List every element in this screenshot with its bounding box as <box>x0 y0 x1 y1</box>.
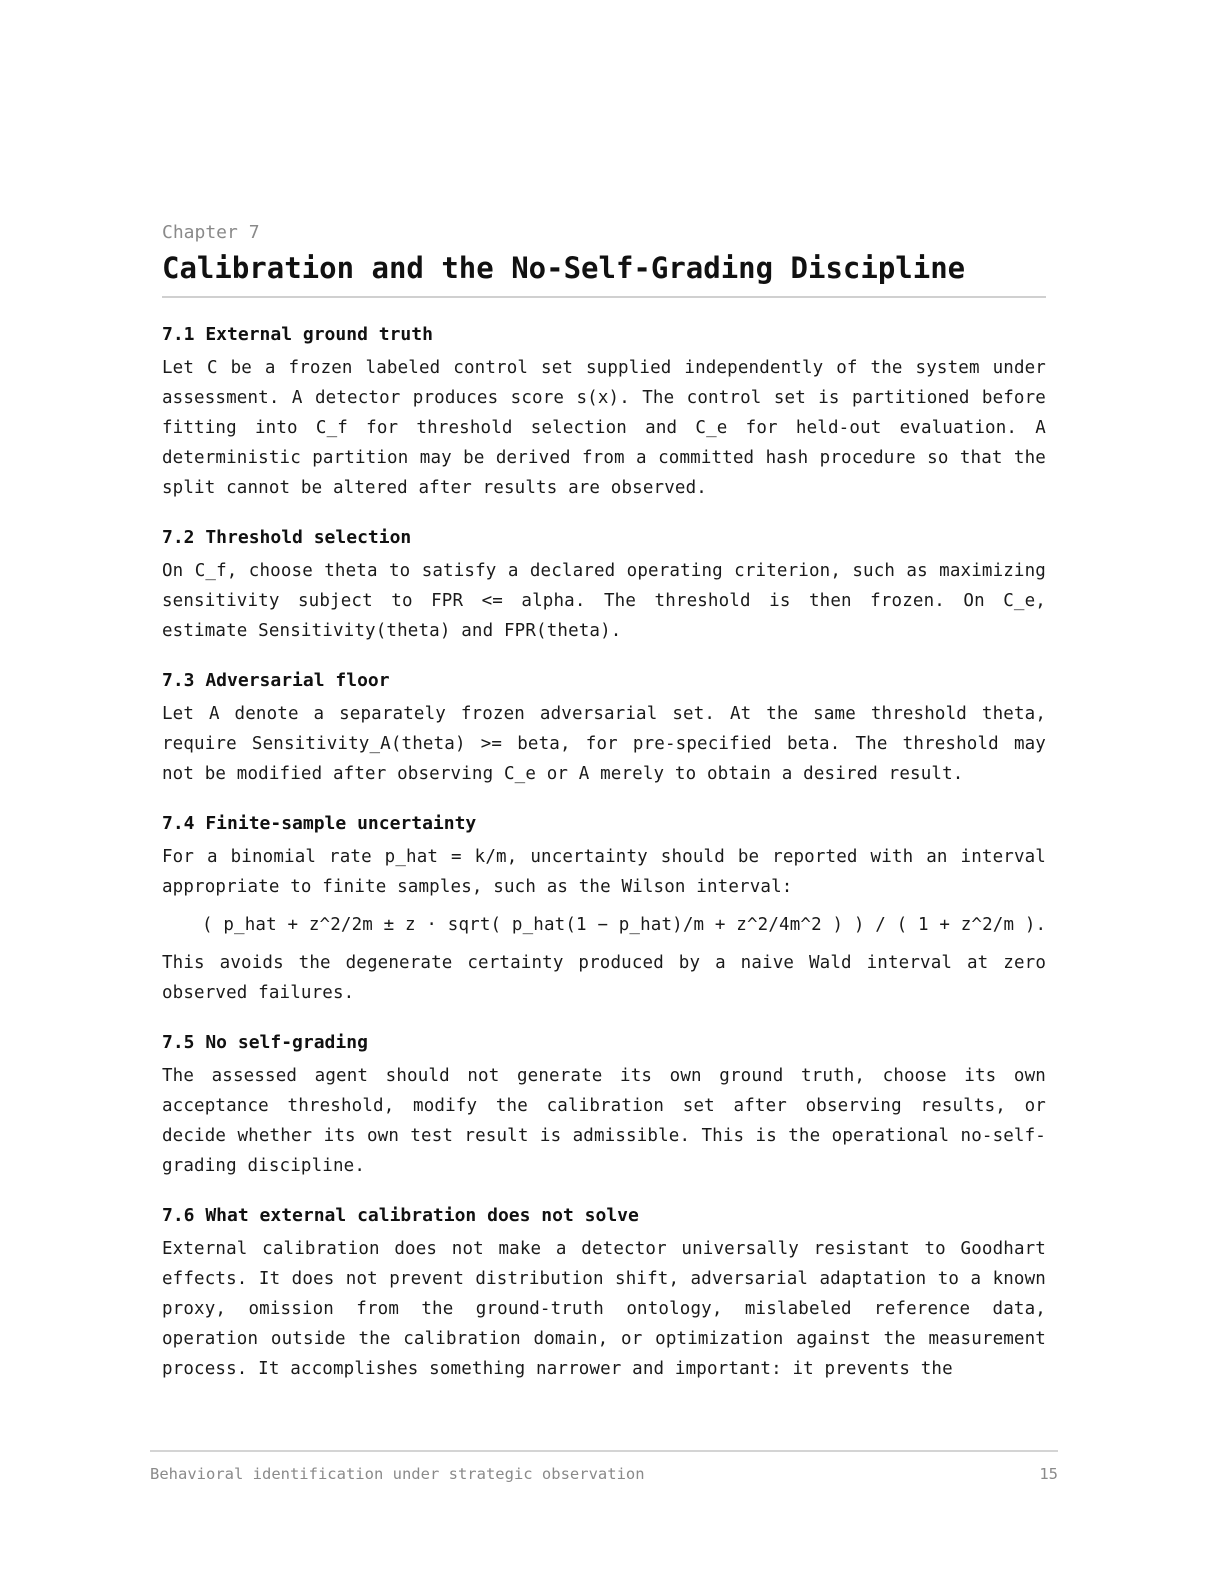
chapter-label: Chapter 7 <box>162 222 260 243</box>
paragraph: Let C be a frozen labeled control set supplied independently of the system under assessment. A detector produces score s(x). The control set is partitioned before fitting into C_f for threshold selection and C_e for held-out evaluation. A deterministic partition may be derived from a committed hash procedure so that the split cannot be altered after results are observed. <box>162 358 1046 498</box>
paragraph: External calibration does not make a detector universally resistant to Goodhart effects. It does not prevent distribution shift, adversarial adaptation to a known proxy, omission from the ground-truth ontology, mislabeled reference data, operation outside the calibration domain, or optimization against the measurement process. It accomplishes something narrower and important: it prevents the <box>162 1239 1046 1379</box>
paragraph: Let A denote a separately frozen adversarial set. At the same threshold theta, require Sensitivity_A(theta) >= beta, for pre-specified beta. The threshold may not be modified after observing C_e or A merely to obtain a desired result. <box>162 704 1046 784</box>
section-heading: 7.2 Threshold selection <box>162 527 412 548</box>
section-heading: 7.3 Adversarial floor <box>162 670 390 691</box>
section-heading: 7.4 Finite-sample uncertainty <box>162 813 477 834</box>
section-heading: 7.6 What external calibration does not solve <box>162 1205 639 1226</box>
section-7-4 <box>162 813 1046 1008</box>
page-footer <box>150 1450 1058 1484</box>
section-heading: 7.1 External ground truth <box>162 324 433 345</box>
section-7-3 <box>162 670 1046 789</box>
section-7-2 <box>162 527 1046 646</box>
paragraph: This avoids the degenerate certainty produced by a naive Wald interval at zero observed failures. <box>162 953 1046 1003</box>
paragraph: For a binomial rate p_hat = k/m, uncertainty should be reported with an interval appropriate to finite samples, such as the Wilson interval: <box>162 847 1046 897</box>
section-7-5 <box>162 1032 1046 1181</box>
running-title: Behavioral identification under strategic observation <box>150 1465 645 1483</box>
page-body <box>162 222 1046 1384</box>
wilson-interval-formula: ( p_hat + z^2/2m ± z · sqrt( p_hat(1 − p_hat)/m + z^2/4m^2 ) ) / ( 1 + z^2/m ). <box>202 915 1047 935</box>
section-7-6 <box>162 1205 1046 1384</box>
section-7-1 <box>162 324 1046 503</box>
paragraph: The assessed agent should not generate its own ground truth, choose its own acceptance threshold, modify the calibration set after observing results, or decide whether its own test result is admissible. This is the operational no-self-grading discipline. <box>162 1066 1046 1176</box>
page-number: 15 <box>1039 1465 1058 1483</box>
chapter-title: Calibration and the No-Self-Grading Discipline <box>162 250 1046 298</box>
section-heading: 7.5 No self-grading <box>162 1032 368 1053</box>
paragraph: On C_f, choose theta to satisfy a declared operating criterion, such as maximizing sensitivity subject to FPR <= alpha. The threshold is then frozen. On C_e, estimate Sensitivity(theta) and FPR(theta). <box>162 561 1046 641</box>
